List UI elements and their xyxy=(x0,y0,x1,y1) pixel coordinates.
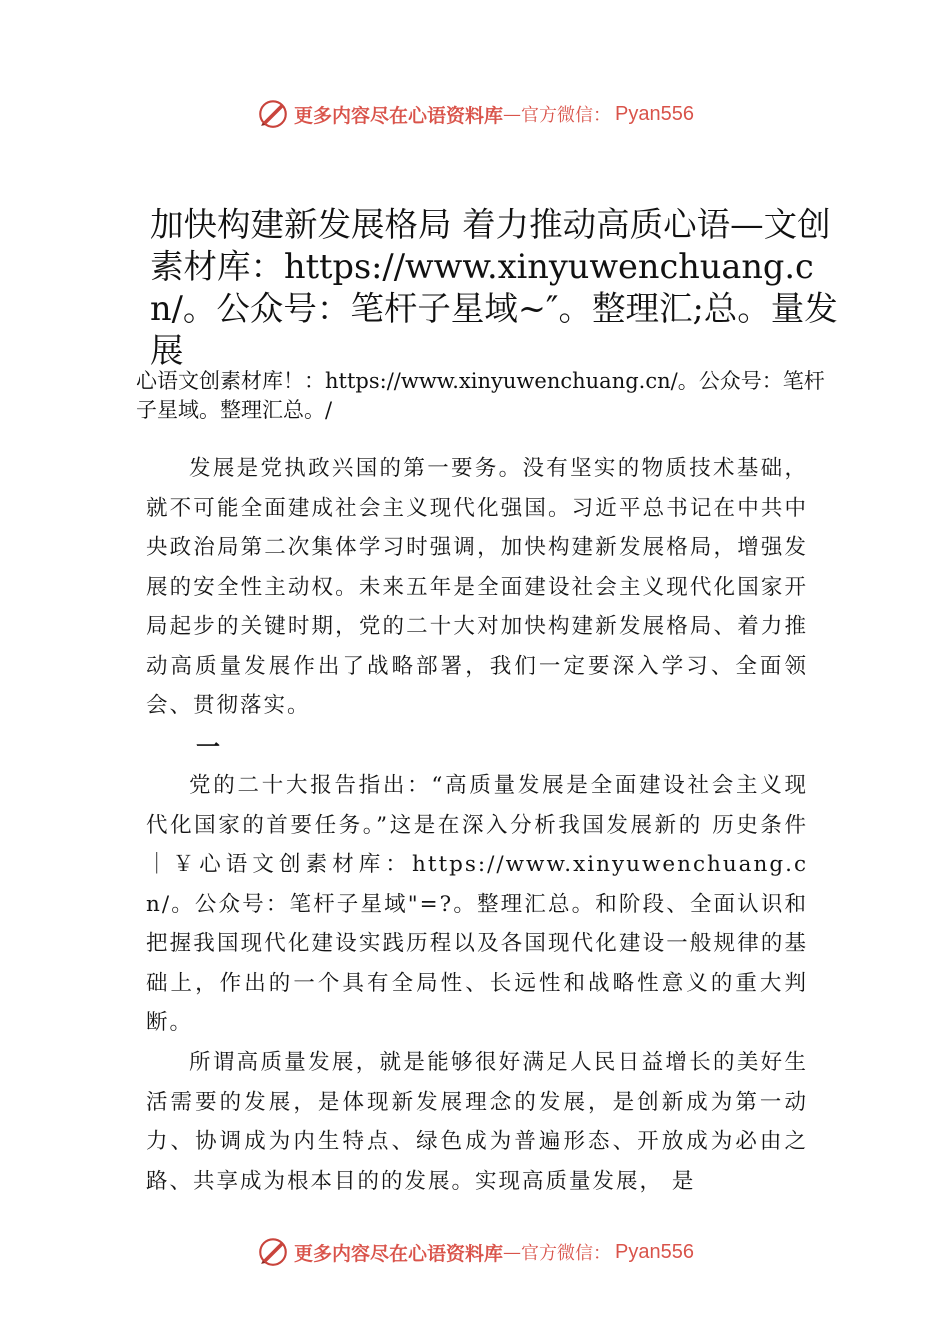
paragraph-2: 党的二十大报告指出：“高质量发展是全面建设社会主义现代化国家的首要任务。”这是在深入分析我国发展新的 历史条件｜￥心语文创素材库：https://www.xinyuwenchuang.cn/。公众号：笔杆子星域"=?。整理汇总。和阶段、全面认识和把握我国现代化建设实践历程以及各国现代化建设一般规律的基础上，作出的一个具有全局性、长远性和战略性意义的重大判断。 xyxy=(146,773,808,1035)
banner-wechat-id: Pyan556 xyxy=(615,1240,694,1263)
footer-banner xyxy=(0,1232,950,1272)
banner-wechat-label: 官方微信： xyxy=(521,1243,612,1264)
paragraph-3: 所谓高质量发展，就是能够很好满足人民日益增长的美好生活需要的发展，是体现新发展理念的发展，是创新成为第一动力、协调成为内生特点、绿色成为普遍形态、开放成为必由之路、共享成为根本目的的发展。实现高质量发展， 是 xyxy=(146,1050,808,1194)
banner-dash: — xyxy=(503,103,522,125)
banner-wechat-id: Pyan556 xyxy=(615,102,694,125)
banner-wechat-label: 官方微信： xyxy=(521,105,612,126)
banner-dash: — xyxy=(503,1241,522,1263)
pen-logo-icon xyxy=(256,97,290,131)
pen-logo-icon xyxy=(256,1235,290,1269)
document-subtitle: 心语文创素材库！：https://www.xinyuwenchuang.cn/。公众号：笔杆子星域。整理汇总。/ xyxy=(136,369,825,422)
document-title: 加快构建新发展格局 着力推动高质心语—文创素材库：https://www.xinyuwenchuang.cn/。公众号：笔杆子星域~″。整理汇;总。量发展 xyxy=(150,205,838,370)
banner-text: 更多内容尽在心语资料库 xyxy=(294,1242,504,1265)
banner-text: 更多内容尽在心语资料库 xyxy=(294,104,504,127)
section-marker: 一 xyxy=(196,732,220,761)
paragraph-1: 发展是党执政兴国的第一要务。没有坚实的物质技术基础，就不可能全面建成社会主义现代化强国。习近平总书记在中共中央政治局第二次集体学习时强调，加快构建新发展格局，增强发展的安全性主动权。未来五年是全面建设社会主义现代化国家开局起步的关键时期，党的二十大对加快构建新发展格局、着力推动高质量发展作出了战略部署，我们一定要深入学习、全面领会、贯彻落实。 xyxy=(146,456,808,718)
header-banner xyxy=(0,94,950,134)
